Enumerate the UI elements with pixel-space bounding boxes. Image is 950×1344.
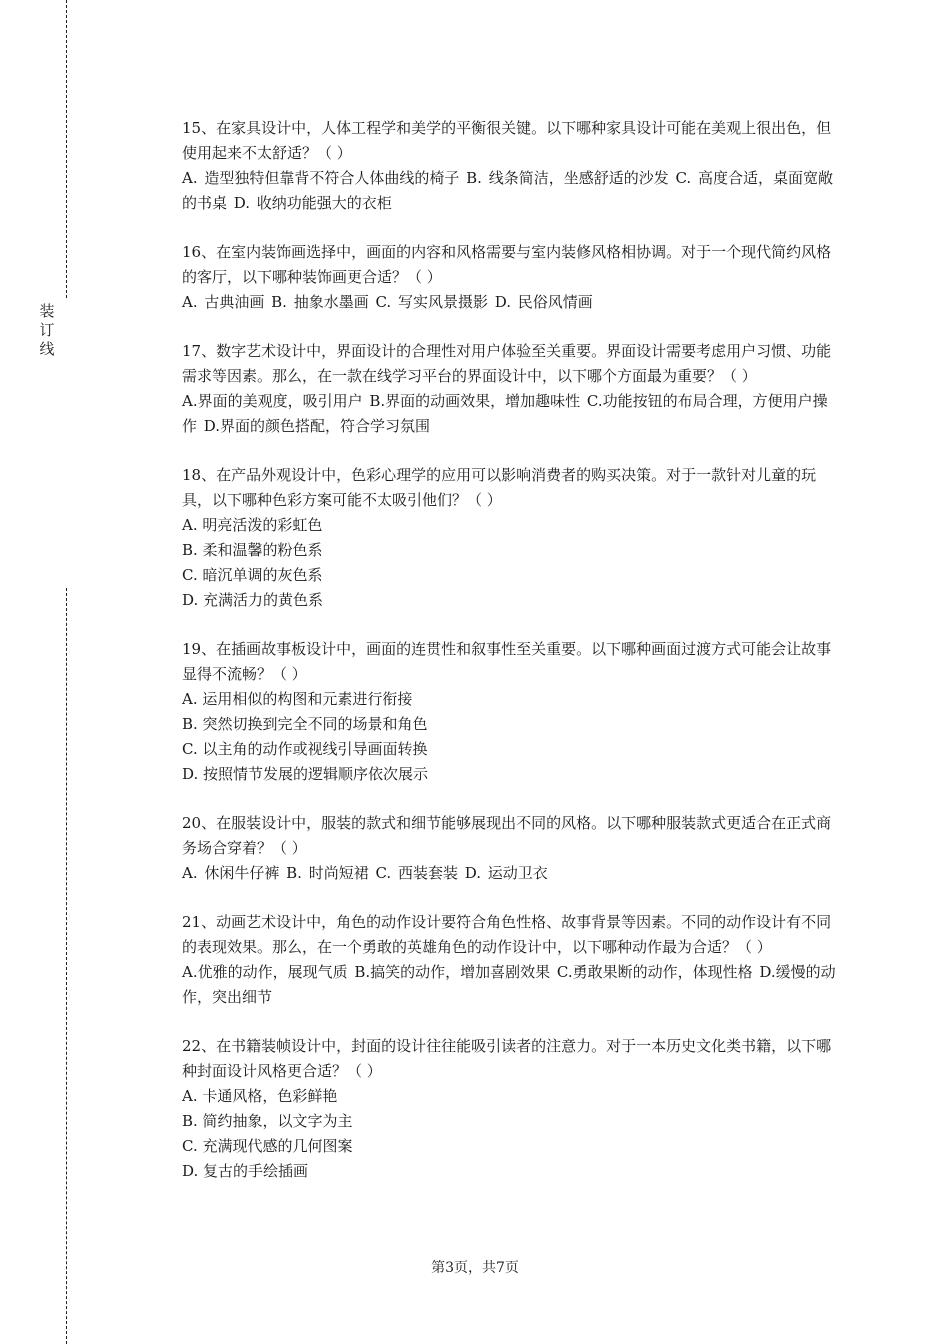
question-19 [182,637,838,787]
question-stem: 20、在服装设计中，服装的款式和细节能够展现出不同的风格。以下哪种服装款式更适合在正式商务场合穿着？（ ） [182,814,832,857]
option-a: A. 卡通风格，色彩鲜艳 [182,1087,338,1105]
question-options: A.优雅的动作，展现气质 B.搞笑的动作，增加喜剧效果 C.勇敢果断的动作，体现性格 D.缓慢的动作，突出细节 [182,963,836,1006]
option-b: B. 突然切换到完全不同的场景和角色 [182,715,428,733]
question-stem: 22、在书籍装帧设计中，封面的设计往往能吸引读者的注意力。对于一本历史文化类书籍，以下哪种封面设计风格更合适？（ ） [182,1037,832,1080]
question-17 [182,339,838,439]
question-20 [182,811,838,886]
question-stem: 15、在家具设计中，人体工程学和美学的平衡很关键。以下哪种家具设计可能在美观上很出色，但使用起来不太舒适？（ ） [182,119,832,162]
option-d: D. 按照情节发展的逻辑顺序依次展示 [182,765,429,783]
question-options: A. 古典油画 B. 抽象水墨画 C. 写实风景摄影 D. 民俗风情画 [182,293,593,311]
question-stem: 19、在插画故事板设计中，画面的连贯性和叙事性至关重要。以下哪种画面过渡方式可能会让故事显得不流畅？（ ） [182,640,832,683]
binding-char: 线 [39,340,55,358]
question-15 [182,116,838,216]
question-options: A. 造型独特但靠背不符合人体曲线的椅子 B. 线条简洁，坐感舒适的沙发 C. 高度合适，桌面宽敞的书桌 D. 收纳功能强大的衣柜 [182,169,833,212]
binding-label [36,302,58,359]
question-18 [182,463,838,613]
question-stem: 16、在室内装饰画选择中，画面的内容和风格需要与室内装修风格相协调。对于一个现代简约风格的客厅，以下哪种装饰画更合适？（ ） [182,243,832,286]
page-footer: 第3页，共7页 [431,1260,519,1276]
question-options: A. 休闲牛仔裤 B. 时尚短裙 C. 西装套装 D. 运动卫衣 [182,864,548,882]
option-a: A. 明亮活泼的彩虹色 [182,516,323,534]
question-list [182,116,838,1208]
question-stem: 18、在产品外观设计中，色彩心理学的应用可以影响消费者的购买决策。对于一款针对儿童的玩具，以下哪种色彩方案可能不太吸引他们？（ ） [182,466,817,509]
option-c: C. 暗沉单调的灰色系 [182,566,323,584]
option-d: D. 复古的手绘插画 [182,1162,309,1180]
option-c: C. 以主角的动作或视线引导画面转换 [182,740,428,758]
option-d: D. 充满活力的黄色系 [182,591,324,609]
question-stem: 21、动画艺术设计中，角色的动作设计要符合角色性格、故事背景等因素。不同的动作设计有不同的表现效果。那么，在一个勇敢的英雄角色的动作设计中，以下哪种动作最为合适？（ ） [182,913,832,956]
question-options: A.界面的美观度，吸引用户 B.界面的动画效果，增加趣味性 C.功能按钮的布局合理，方便用户操作 D.界面的颜色搭配，符合学习氛围 [182,392,828,435]
option-b: B. 柔和温馨的粉色系 [182,541,323,559]
binding-line-top [66,0,67,298]
question-stem: 17、数字艺术设计中，界面设计的合理性对用户体验至关重要。界面设计需要考虑用户习惯、功能需求等因素。那么，在一款在线学习平台的界面设计中，以下哪个方面最为重要？（ ） [182,342,832,385]
binding-char: 订 [39,321,55,339]
binding-line-bottom [66,588,67,1344]
question-21 [182,910,838,1010]
option-b: B. 简约抽象，以文字为主 [182,1112,353,1130]
option-c: C. 充满现代感的几何图案 [182,1137,353,1155]
question-22 [182,1034,838,1184]
option-a: A. 运用相似的构图和元素进行衔接 [182,690,413,708]
binding-char: 装 [39,302,55,320]
question-16 [182,240,838,315]
